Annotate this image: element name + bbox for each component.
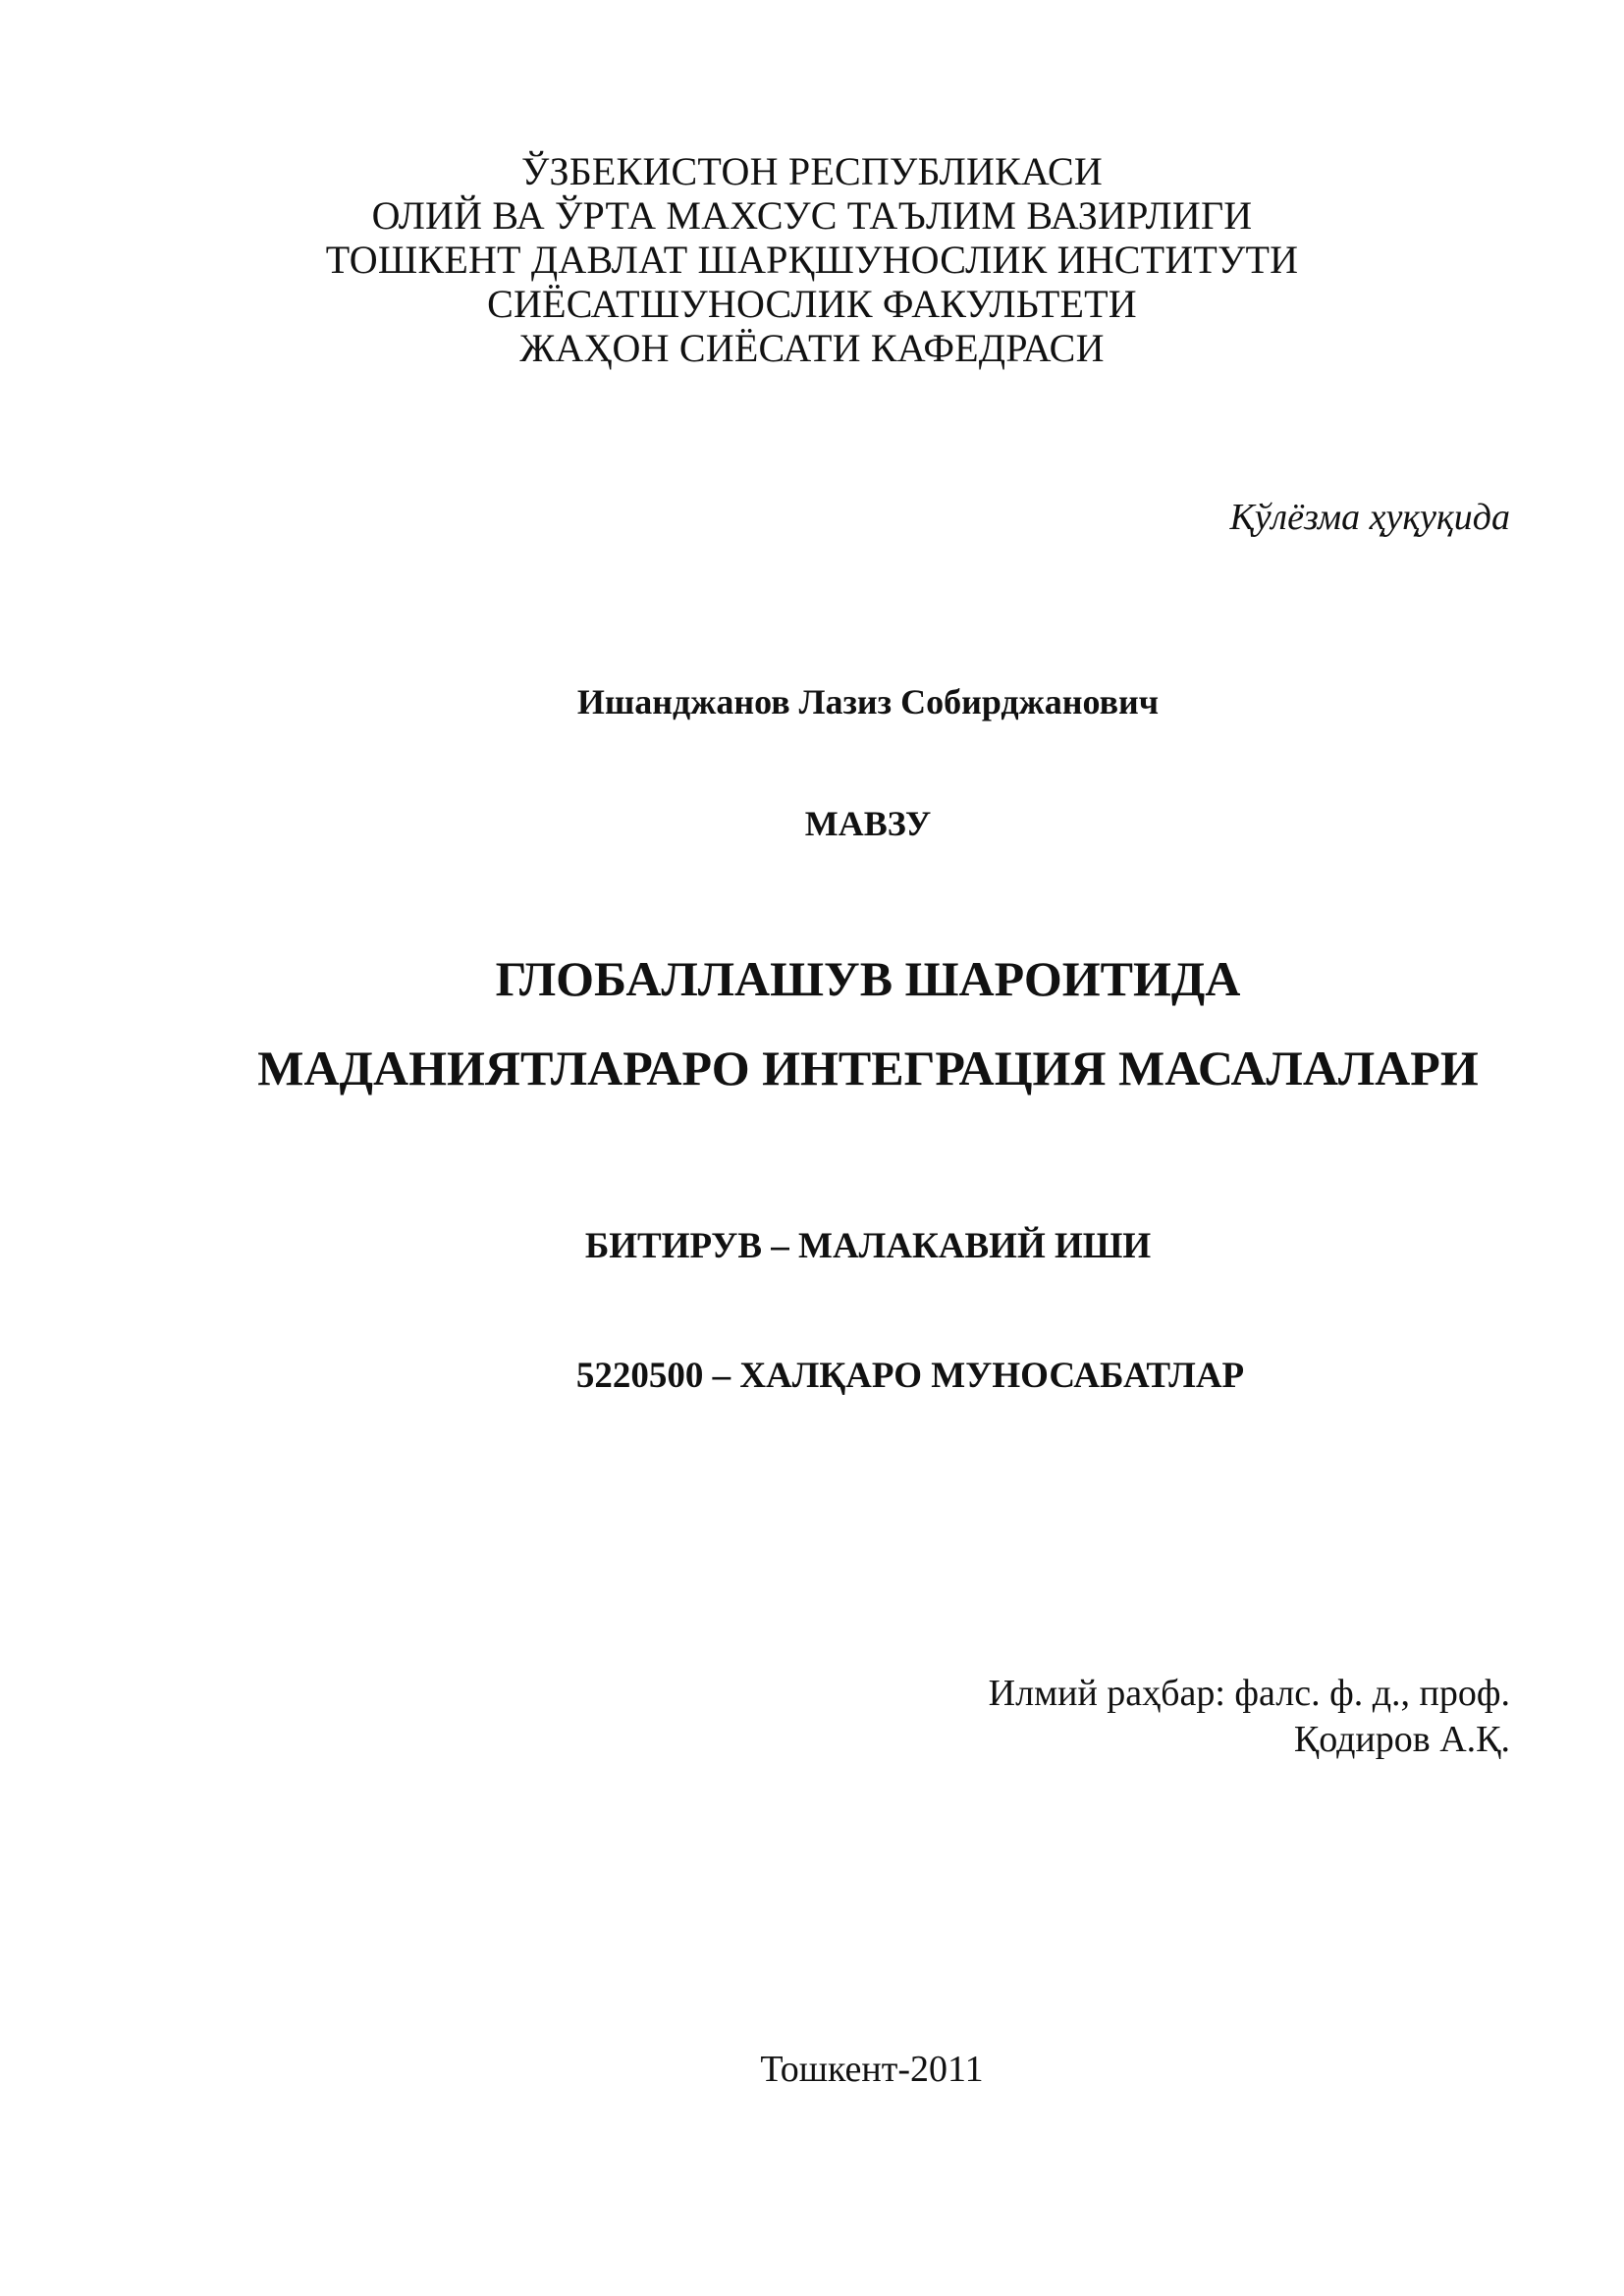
header-department: ЖАҲОН СИЁСАТИ КАФЕДРАСИ bbox=[519, 326, 1105, 370]
thesis-title-line-1: ГЛОБАЛЛАШУВ ШАРОИТИДА bbox=[495, 951, 1241, 1006]
header-ministry: ОЛИЙ ВА ЎРТА МАХСУС ТАЪЛИМ ВАЗИРЛИГИ bbox=[371, 193, 1253, 238]
header-country: ЎЗБЕКИСТОН РЕСПУБЛИКАСИ bbox=[521, 149, 1103, 193]
manuscript-rights-note: Қўлёзма ҳуқуқида bbox=[1229, 497, 1510, 538]
city-year: Тошкент-2011 bbox=[760, 2049, 984, 2090]
thesis-title bbox=[0, 934, 1624, 1113]
thesis-title-line-2: МАДАНИЯТЛАРАРО ИНТЕГРАЦИЯ МАСАЛАЛАРИ bbox=[257, 1041, 1479, 1095]
topic-label: МАВЗУ bbox=[804, 804, 932, 843]
supervisor-title: Илмий раҳбар: фалс. ф. д., проф. bbox=[988, 1673, 1510, 1714]
supervisor-name: Қодиров А.Қ. bbox=[1293, 1719, 1510, 1760]
specialty-code: 5220500 – ХАЛҚАРО МУНОСАБАТЛАР bbox=[575, 1356, 1245, 1396]
header-faculty: СИЁСАТШУНОСЛИК ФАКУЛЬТЕТИ bbox=[487, 282, 1137, 326]
header-institute: ТОШКЕНТ ДАВЛАТ ШАРҚШУНОСЛИК ИНСТИТУТИ bbox=[325, 238, 1299, 282]
author-name: Ишанджанов Лазиз Собирджанович bbox=[576, 682, 1160, 721]
institution-header bbox=[0, 149, 1624, 370]
work-type: БИТИРУВ – МАЛАКАВИЙ ИШИ bbox=[584, 1226, 1152, 1266]
supervisor-block bbox=[989, 1671, 1510, 1763]
